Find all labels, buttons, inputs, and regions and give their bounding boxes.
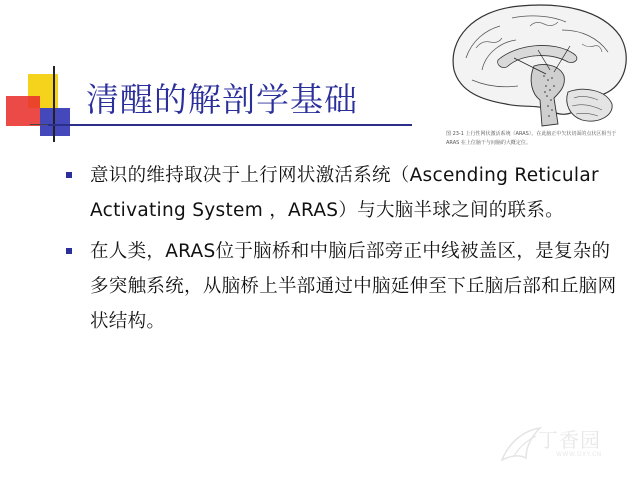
bullet-item [66,234,626,339]
bullet-square-icon [66,248,72,254]
bullet-text: 在人类，ARAS位于脑桥和中脑后部旁正中线被盖区，是复杂的多突触系统，从脑桥上半部通过中脑延伸至下丘脑后部和丘脑网状结构。 [90,241,617,332]
watermark-url: WWW.DXY.CN [556,451,602,458]
brain-figure [442,0,634,130]
figure-caption: 图 23-1 上行性网状激活系统（ARAS）。在此脑正中矢状切面的点状区相当于 ARAS 在上位脑干与间脑的大概定位。 [446,131,617,146]
bullet-item [66,158,626,228]
logo-blue-square [40,108,70,136]
logo-vertical-line [53,66,55,142]
bullet-list [66,158,626,345]
slide-title: 清醒的解剖学基础 [86,80,358,119]
bullet-square-icon [66,172,72,178]
logo-red-square [6,96,40,126]
bullet-text: 意识的维持取决于上行网状激活系统（Ascending Reticular Activating System ，ARAS）与大脑半球之间的联系。 [90,165,599,221]
watermark-text: 丁香园 [538,428,601,452]
title-underline [48,124,412,126]
